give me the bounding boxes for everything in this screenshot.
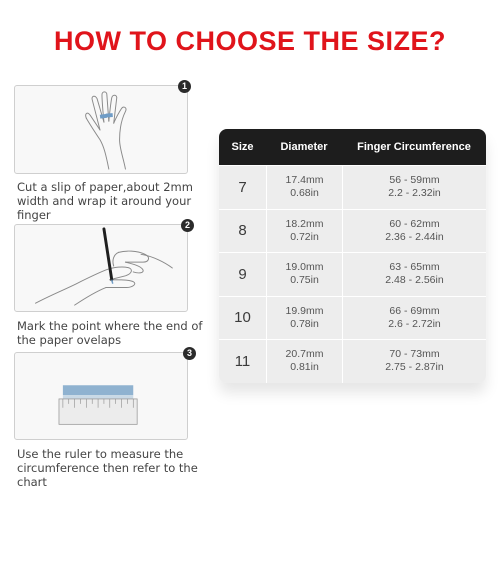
hand-pen-icon [15,225,187,311]
table-row [219,165,486,209]
table-row [219,339,486,383]
diameter-in: 0.78in [290,317,319,330]
size-cell: 9 [238,265,247,283]
circumference-mm: 70 - 73mm [389,348,440,361]
circumference-mm: 60 - 62mm [389,217,440,230]
circumference-cell [342,253,486,296]
header-circumference: Finger Circumference [357,141,471,153]
diameter-mm: 19.9mm [285,304,324,317]
step-2-text: Mark the point where the end of the paper ovelaps [17,319,203,347]
diameter-mm: 19.0mm [285,261,324,274]
step-1-text: Cut a slip of paper,about 2mm width and wrap it around your finger [17,180,193,222]
step-badge: 3 [183,347,196,360]
size-cell: 10 [234,309,251,327]
table-row [219,296,486,340]
size-cell: 8 [238,222,247,240]
size-chart-table [219,129,486,383]
diameter-mm: 20.7mm [285,348,324,361]
circumference-mm: 66 - 69mm [389,304,440,317]
diameter-cell [266,210,342,253]
table-row [219,252,486,296]
circumference-mm: 56 - 59mm [389,174,440,187]
circumference-cell [342,210,486,253]
page-title: HOW TO CHOOSE THE SIZE? [53,26,447,56]
header-diameter: Diameter [280,141,328,153]
circumference-in: 2.6 - 2.72in [388,317,441,330]
circumference-in: 2.36 - 2.44in [385,230,444,243]
circumference-cell [342,166,486,209]
header-size: Size [231,141,254,153]
step-3-illustration [14,352,188,440]
diameter-in: 0.75in [290,274,319,287]
diameter-cell [266,166,342,209]
diameter-in: 0.68in [290,187,319,200]
diameter-in: 0.72in [290,230,319,243]
circumference-in: 2.48 - 2.56in [385,274,444,287]
size-cell: 7 [238,178,247,196]
circumference-cell [342,340,486,383]
circumference-in: 2.2 - 2.32in [388,187,441,200]
step-1-illustration [14,85,188,174]
diameter-mm: 18.2mm [285,217,324,230]
step-3-text: Use the ruler to measure the circumference then refer to the chart [17,447,198,489]
circumference-cell [342,297,486,340]
step-badge: 2 [181,219,194,232]
hand-icon [15,86,187,173]
diameter-cell [266,340,342,383]
circumference-in: 2.75 - 2.87in [385,361,444,374]
circumference-mm: 63 - 65mm [389,261,440,274]
diameter-mm: 17.4mm [285,174,324,187]
step-2-illustration [14,224,188,312]
table-header [219,129,486,165]
step-badge: 1 [178,80,191,93]
diameter-in: 0.81in [290,361,319,374]
size-cell: 11 [234,352,251,370]
diameter-cell [266,297,342,340]
diameter-cell [266,253,342,296]
ruler-icon [15,353,187,439]
table-row [219,209,486,253]
